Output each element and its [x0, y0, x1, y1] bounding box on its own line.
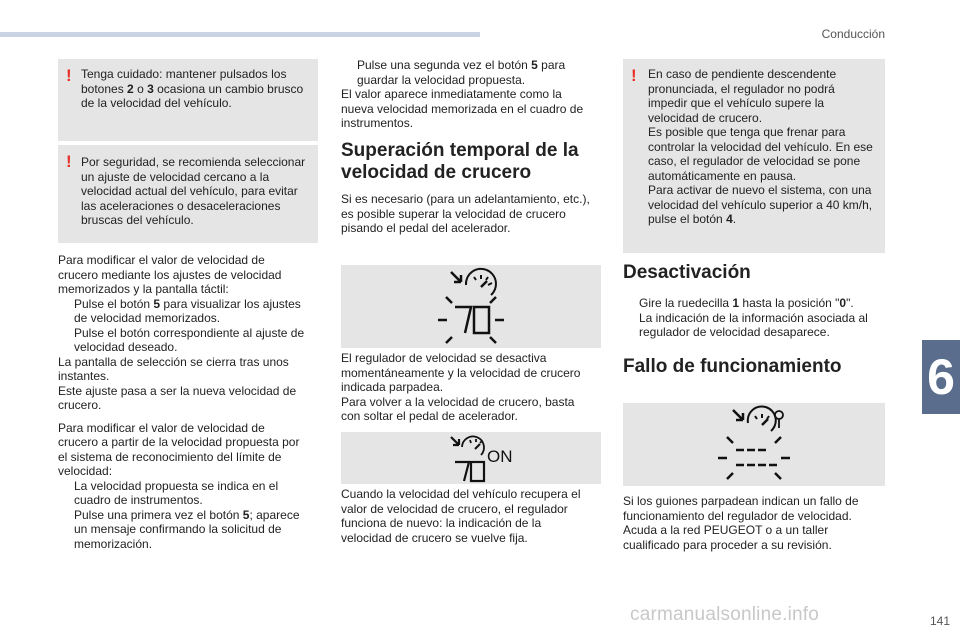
warning-text-2: Por seguridad, se recomienda seleccionar un ajuste de velocidad cercano a la velocidad actual del vehículo, para evitar las aceleraciones o desaceleraciones bruscas del vehículo.	[81, 155, 306, 227]
column-2-para2: El regulador de velocidad se desactiva momentáneamente y la velocidad de crucero indicada parpadea. Para volver a la velocidad de crucero, basta con soltar el pedal de acelerador.	[341, 351, 581, 423]
column-3-para: Si los guiones parpadean indican un fallo de funcionamiento del regulador de velocidad. Acuda a la red PEUGEOT o a un taller cualificado para proceder a su revisión.	[623, 494, 859, 552]
heading-deactivation: Desactivación	[623, 262, 751, 283]
warning-icon: !	[66, 152, 72, 171]
list-item: Pulse el botón correspondiente al ajuste de	[74, 325, 305, 340]
speed-display-on-panel	[341, 432, 601, 484]
speedometer-blink-icon	[341, 265, 601, 348]
column-3-bullet: Gire la ruedecilla 1 hasta la posición "0". La indicación de la información asociada al regulador de velocidad desaparece.	[623, 296, 888, 340]
column-1-body: Para modificar el valor de velocidad de crucero mediante los ajustes de velocidad memorizados y la pantalla táctil: Pulse el botón 5 para visualizar los ajustes de velocidad memorizados. Pulse el botón correspondiente al ajuste de velocidad deseado. La pantalla de selección se cierra tras unos instantes. Este ajuste pasa a ser la nueva velocidad de crucero. Para modificar el valor de velocidad de crucero a partir de la velocidad propuesta por el sistema de reconocimiento del límite de velocidad: La velocidad propuesta se indica en el cuadro de instrumentos. Pulse una primera vez el botón 5; aparece un mensaje confirmando la solicitud de memorización.	[58, 253, 320, 551]
chapter-tab: 6	[922, 340, 960, 414]
column-2-para1: Si es necesario (para un adelantamiento, etc.), es posible superar la velocidad de crucero pisando el pedal del acelerador.	[341, 192, 590, 235]
warning-icon: !	[631, 66, 637, 85]
list-item: Pulse una segunda vez el botón 5 para	[357, 58, 566, 72]
warning-box-3	[623, 59, 885, 253]
heading-temporary-override: Superación temporal de la velocidad de crucero	[341, 140, 579, 183]
speed-display-blinking-panel	[341, 265, 601, 348]
warning-text-3: En caso de pendiente descendente pronunciada, el regulador no podrá impedir que el vehículo supere la velocidad de crucero. Es posible que tenga que frenar para controlar la velocidad del vehículo. En ese caso, el regulador de velocidad se pone automáticamente en pausa. Para activar de nuevo el sistema, con una velocidad del vehículo superior a 40 km/h, pulse el botón 4.	[648, 67, 873, 226]
svg-text:70: 70	[470, 345, 472, 346]
list-item: La velocidad propuesta se indica en el	[74, 478, 279, 493]
section-title: Conducción	[821, 27, 885, 41]
warning-icon: !	[66, 66, 72, 85]
list-item: Gire la ruedecilla 1 hasta la posición "0".	[639, 296, 854, 310]
warning-box-1	[58, 59, 318, 141]
page-number: 141	[929, 614, 950, 628]
on-status-label: ON	[487, 447, 513, 466]
warning-box-2	[58, 145, 318, 243]
list-item: Pulse una primera vez el botón 5; aparece	[74, 507, 300, 522]
list-item: Pulse el botón 5 para visualizar los ajustes	[74, 296, 301, 311]
speedometer-fault-icon	[623, 403, 885, 486]
header-accent-bar	[0, 32, 480, 37]
watermark: carmanualsonline.info	[630, 604, 820, 625]
heading-malfunction: Fallo de funcionamiento	[623, 356, 842, 377]
column-2-para3: Cuando la velocidad del vehículo recupera el valor de velocidad de crucero, el regulador funciona de nuevo: la indicación de la velocidad de crucero se vuelve fija.	[341, 487, 581, 545]
speed-display-fault-panel	[623, 403, 885, 486]
speedometer-on-icon	[341, 432, 601, 484]
warning-text-1: Tenga cuidado: mantener pulsados los botones 2 o 3 ocasiona un cambio brusco de la velocidad del vehículo.	[81, 67, 304, 110]
column-2-top: Pulse una segunda vez el botón 5 para guardar la velocidad propuesta. El valor aparece inmediatamente como la nueva velocidad memorizada en el cuadro de instrumentos.	[341, 58, 603, 131]
